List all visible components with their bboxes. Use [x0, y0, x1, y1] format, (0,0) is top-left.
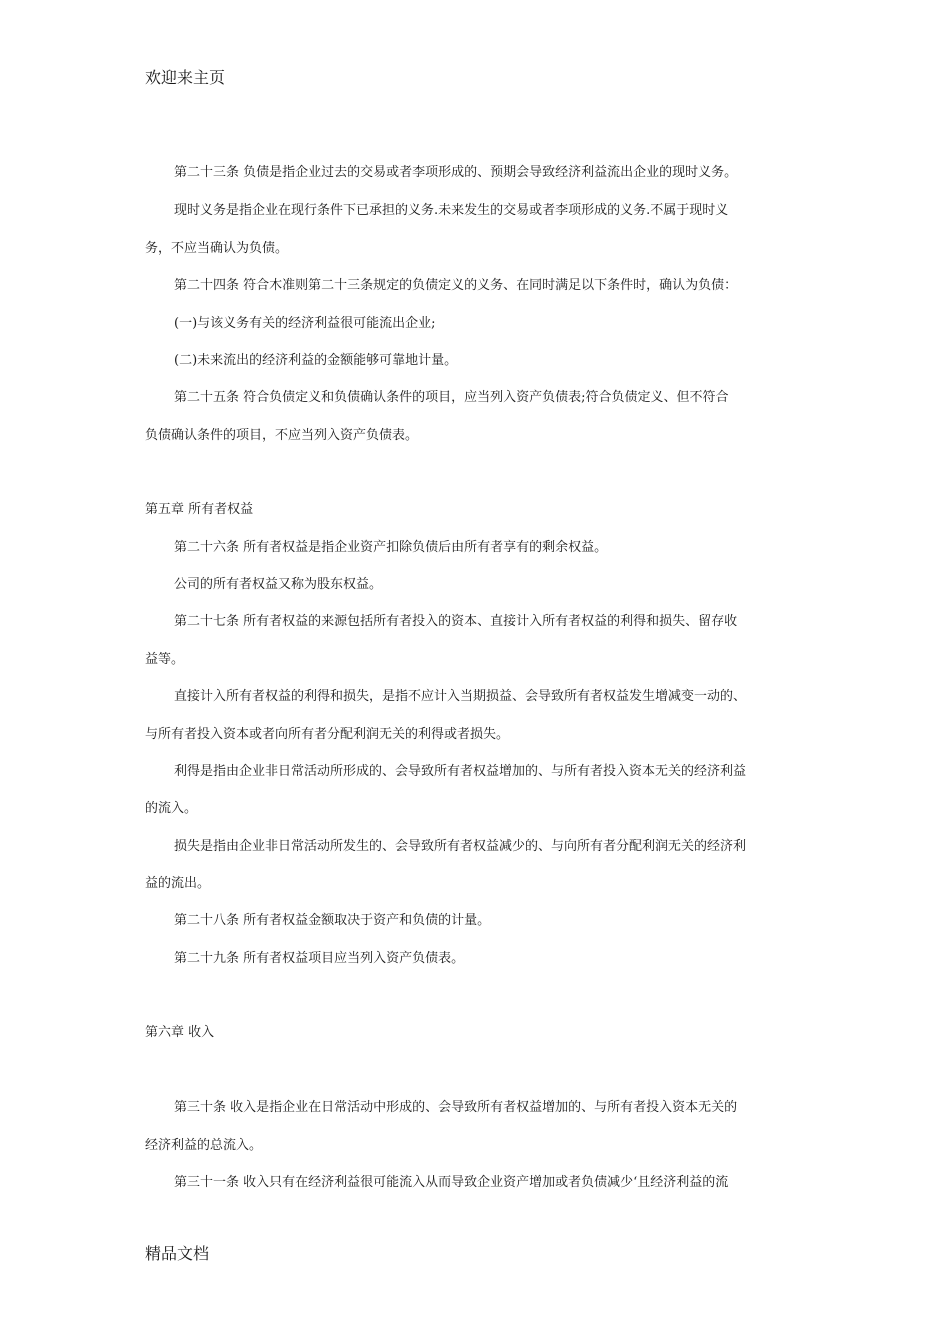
article-24-item-2: (二)未来流出的经济利益的金额能够可靠地计量。: [174, 353, 458, 368]
chapter-5-heading: 第五章 所有者权益: [145, 502, 254, 517]
gain-definition-line-1: 利得是指由企业非日常活动所形成的、会导致所有者权益增加的、与所有者投入资本无关的经济利益: [174, 764, 747, 779]
page-footer: 精品文档: [145, 1244, 210, 1263]
article-26-line-1: 第二十六条 所有者权益是指企业资产扣除负债后由所有者享有的剩余权益。: [174, 540, 608, 555]
article-31-line-1: 第三十一条 收入只有在经济利益很可能流入从而导致企业资产增加或者负债减少‘且经济利益的流: [174, 1175, 729, 1190]
article-25-line-2: 负债确认条件的项目，不应当列入资产负债表。: [145, 428, 419, 443]
article-26-line-2: 公司的所有者权益又称为股东权益。: [174, 577, 383, 592]
article-27-line-2: 益等。: [145, 652, 185, 667]
article-24-item-1: (一)与该义务有关的经济利益很可能流出企业;: [174, 316, 436, 331]
article-23-line-1: 第二十三条 负债是指企业过去的交易或者李项形成的、预期会导致经济利益流出企业的现时义务。: [174, 165, 738, 180]
article-29-line: 第二十九条 所有者权益项目应当列入资产负债表。: [174, 951, 465, 966]
article-30-line-1: 第三十条 收入是指企业在日常活动中形成的、会导致所有者权益增加的、与所有者投入资本无关的: [174, 1100, 738, 1115]
article-25-line-1: 第二十五条 符合负债定义和负债确认条件的项目，应当列入资产负债表;符合负债定义、但不符合: [174, 390, 729, 405]
gain-definition-line-2: 的流入。: [145, 801, 198, 816]
chapter-6-heading: 第六章 收入: [145, 1025, 215, 1040]
article-24-line-1: 第二十四条 符合木准则第二十三条规定的负债定义的义务、在同时满足以下条件时，确认为负债：: [174, 278, 738, 293]
page-header: 欢迎来主页: [145, 68, 226, 87]
article-28-line: 第二十八条 所有者权益金额取决于资产和负债的计量。: [174, 913, 491, 928]
article-27-line-1: 第二十七条 所有者权益的来源包括所有者投入的资本、直接计入所有者权益的利得和损失、留存收: [174, 614, 738, 629]
article-30-line-2: 经济利益的总流入。: [145, 1138, 263, 1153]
loss-definition-line-1: 损失是指由企业非日常活动所发生的、会导致所有者权益减少的、与向所有者分配利润无关的经济利: [174, 839, 747, 854]
direct-gain-loss-line-2: 与所有者投入资本或者向所有者分配利润无关的利得或者损失。: [145, 727, 510, 742]
article-23-line-3: 务，不应当确认为负债。: [145, 241, 289, 256]
direct-gain-loss-line-1: 直接计入所有者权益的利得和损失，是指不应计入当期损益、会导致所有者权益发生增减变一动的、: [174, 689, 747, 704]
loss-definition-line-2: 益的流出。: [145, 876, 211, 891]
article-23-line-2: 现时义务是指企业在现行条件下已承担的义务.未来发生的交易或者李项形成的义务.不属于现时义: [174, 203, 729, 218]
